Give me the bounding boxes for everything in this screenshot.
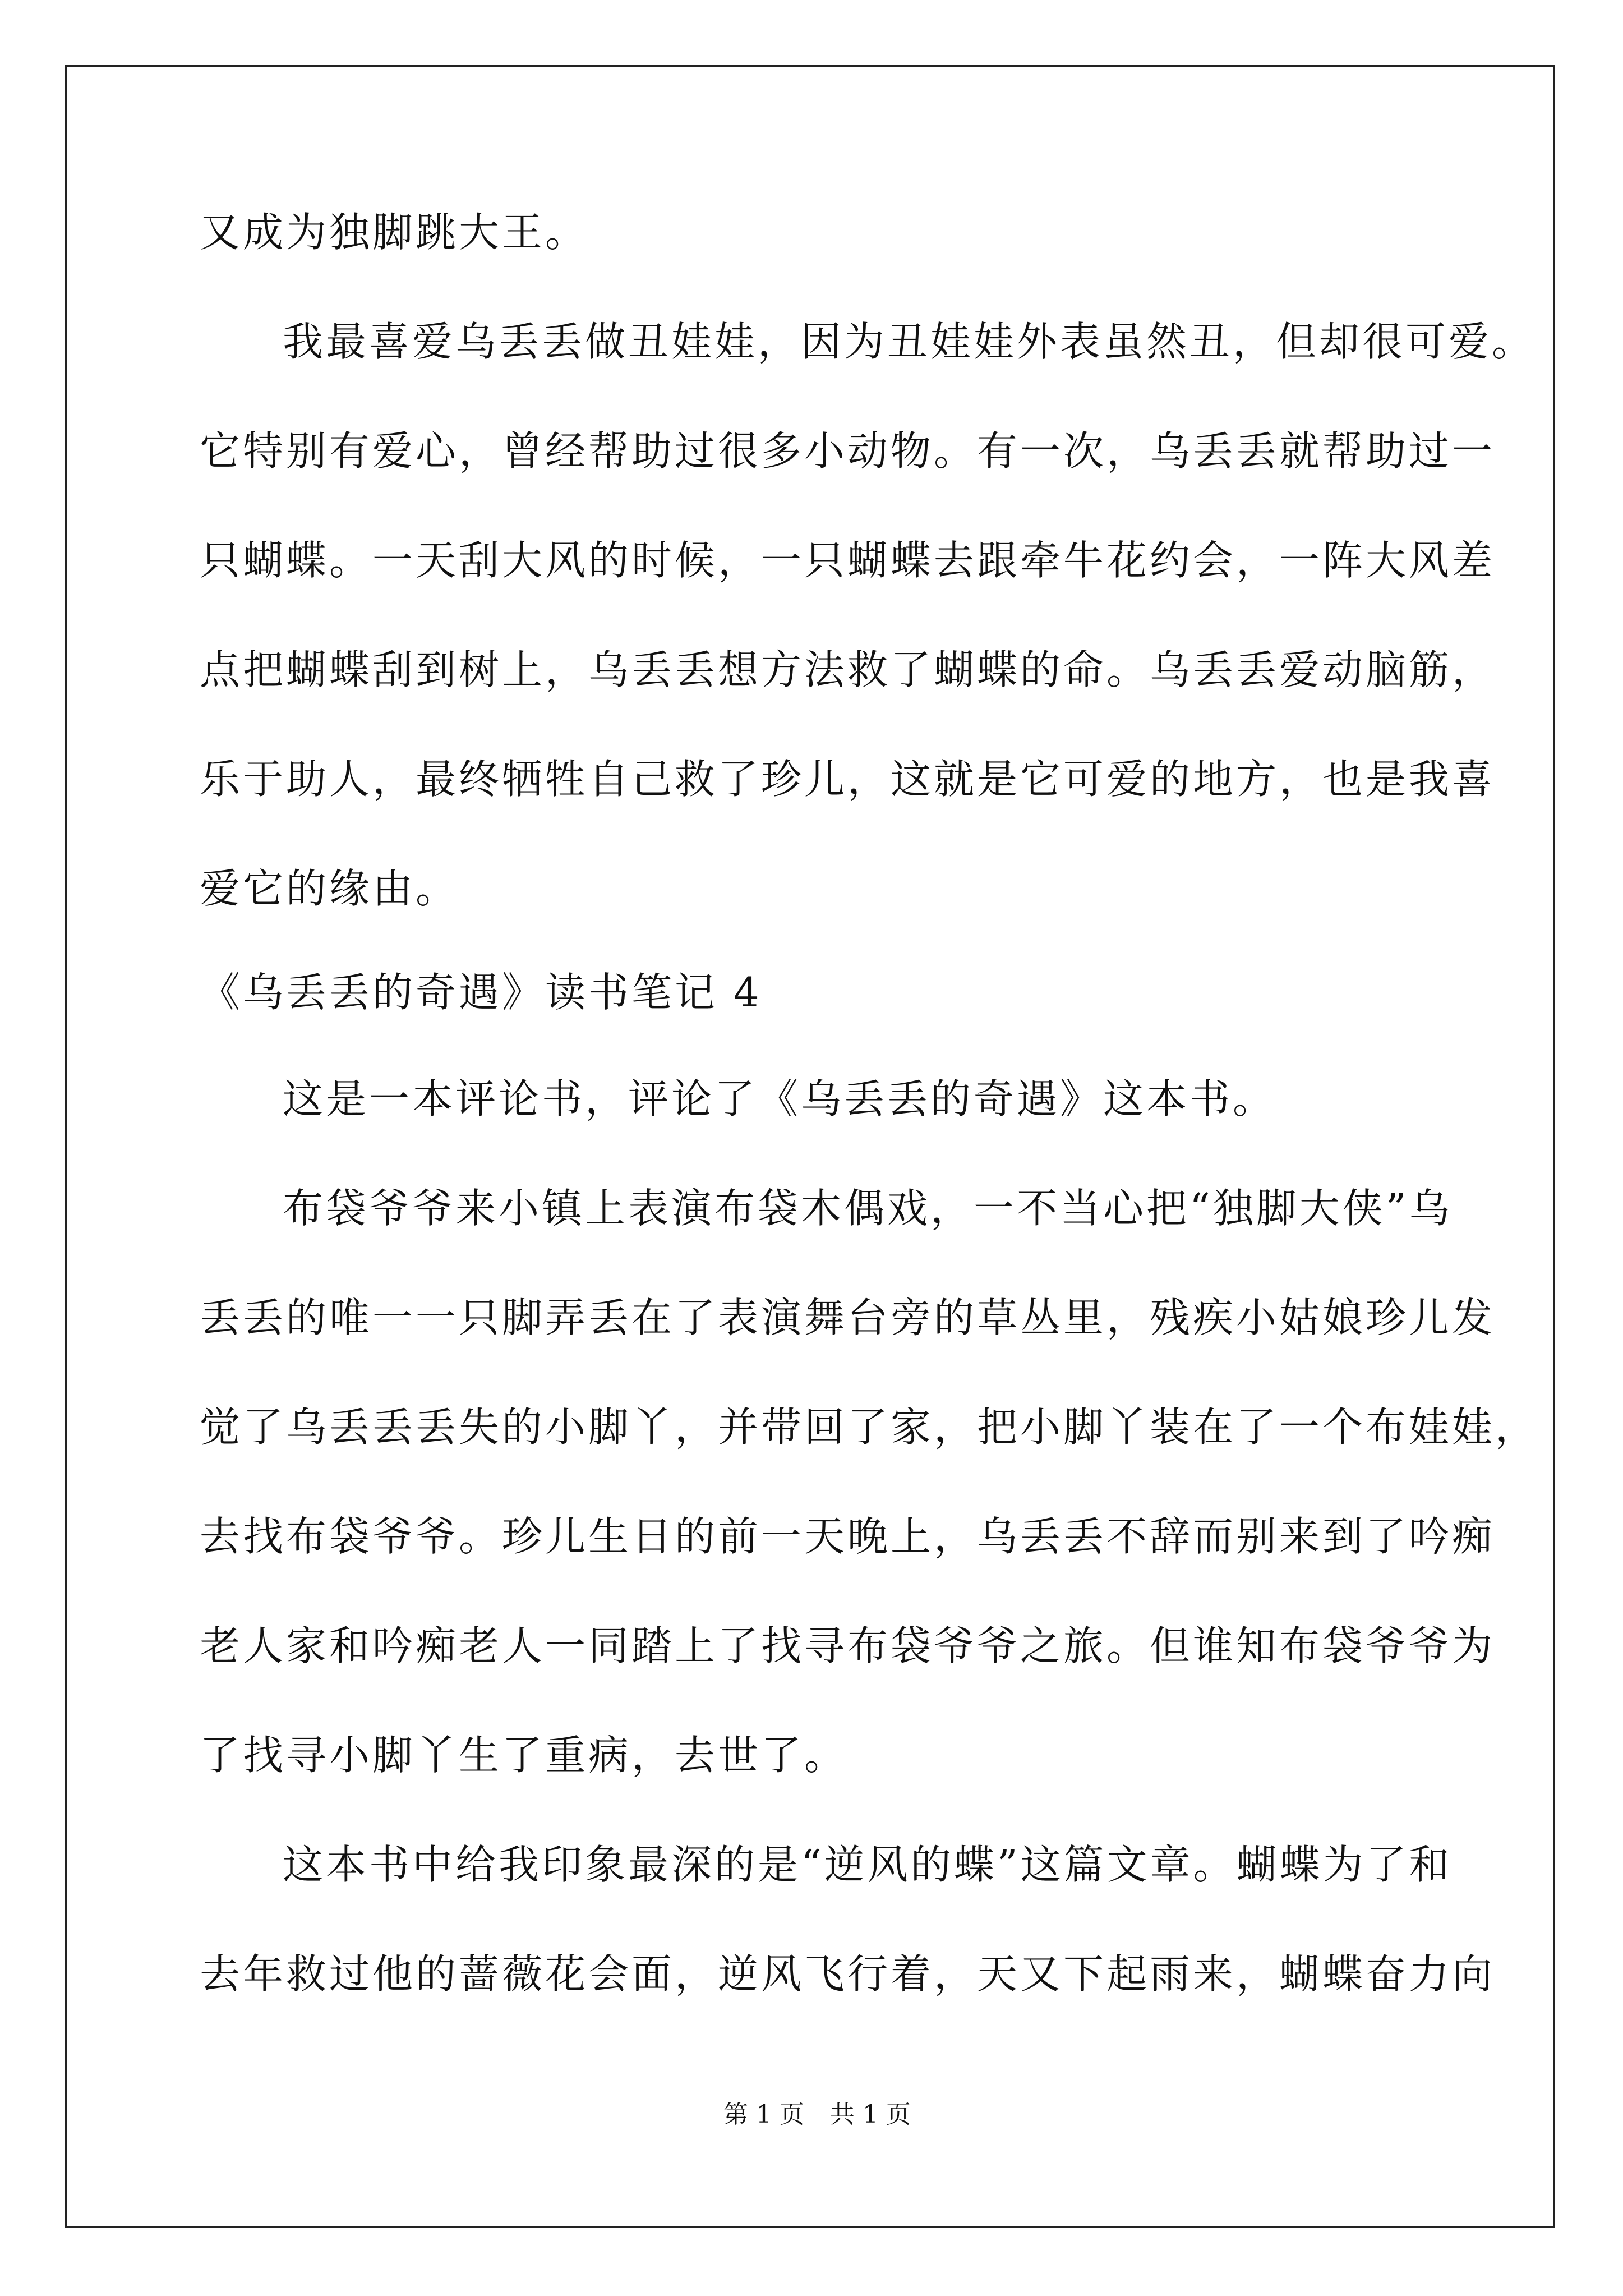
page-footer	[723, 2098, 937, 2132]
paragraph-first-line: 这是一本评论书，评论了《乌丢丢的奇遇》这本书。	[283, 1075, 1276, 1122]
body-text-line: 它特别有爱心，曾经帮助过很多小动物。有一次，乌丢丢就帮助过一	[200, 427, 1496, 475]
paragraph-first-line: 这本书中给我印象最深的是“逆风的蝶”这篇文章。蝴蝶为了和	[283, 1841, 1453, 1888]
body-text-line: 去年救过他的蔷薇花会面，逆风飞行着，天又下起雨来，蝴蝶奋力向	[200, 1950, 1496, 1998]
body-text-line: 去找布袋爷爷。珍儿生日的前一天晚上，乌丢丢不辞而别来到了吟痴	[200, 1513, 1496, 1560]
paragraph-first-line: 我最喜爱乌丢丢做丑娃娃，因为丑娃娃外表虽然丑，但却很可爱。	[283, 318, 1536, 365]
paragraph-first-line: 布袋爷爷来小镇上表演布袋木偶戏，一不当心把“独脚大侠”乌	[283, 1185, 1453, 1232]
body-text-line: 点把蝴蝶刮到树上，乌丢丢想方法救了蝴蝶的命。乌丢丢爱动脑筋，	[200, 646, 1496, 693]
page-number: 第 1 页	[723, 2100, 804, 2129]
body-text-line: 爱它的缘由。	[200, 865, 459, 912]
page-total: 共 1 页	[829, 2100, 911, 2129]
body-text-line: 只蝴蝶。一天刮大风的时候，一只蝴蝶去跟牵牛花约会，一阵大风差	[200, 537, 1496, 584]
body-text-line: 觉了乌丢丢丢失的小脚丫，并带回了家，把小脚丫装在了一个布娃娃，	[200, 1404, 1539, 1451]
page-border	[65, 65, 1555, 2228]
body-text-line: 又成为独脚跳大王。	[200, 209, 589, 256]
body-text-line: 乐于助人，最终牺牲自己救了珍儿，这就是它可爱的地方，也是我喜	[200, 756, 1496, 803]
body-text-line: 丢丢的唯一一只脚弄丢在了表演舞台旁的草丛里，残疾小姑娘珍儿发	[200, 1294, 1496, 1341]
body-text-line: 了找寻小脚丫生了重病，去世了。	[200, 1732, 848, 1779]
section-heading: 《乌丢丢的奇遇》读书笔记 4	[200, 969, 762, 1016]
body-text-line: 老人家和吟痴老人一同踏上了找寻布袋爷爷之旅。但谁知布袋爷爷为	[200, 1622, 1496, 1669]
